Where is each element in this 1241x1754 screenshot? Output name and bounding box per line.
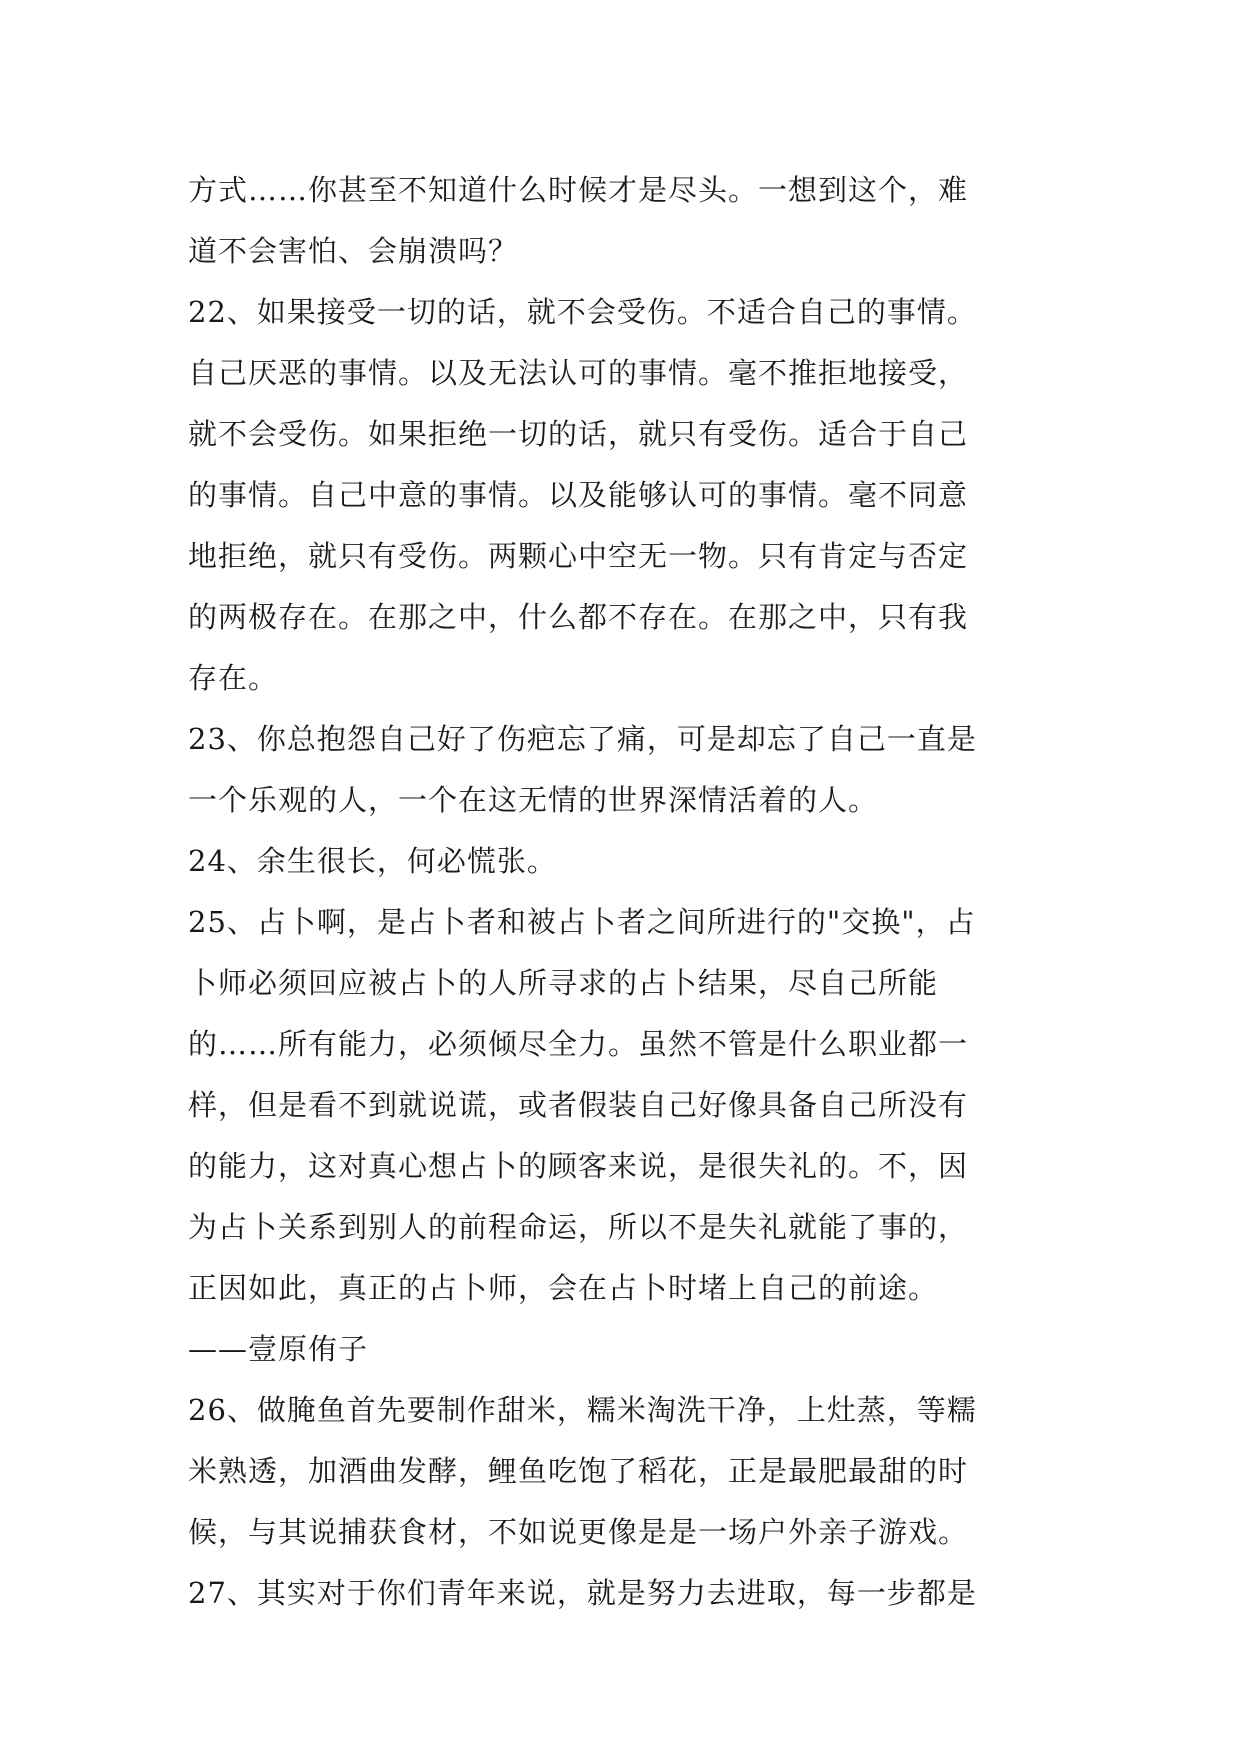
- text-line: 正因如此，真正的占卜师，会在占卜时堵上自己的前途。: [188, 1271, 939, 1305]
- text-line: 22、如果接受一切的话，就不会受伤。不适合自己的事情。: [188, 295, 977, 329]
- text-line: 存在。: [188, 661, 279, 695]
- text-line: 候，与其说捕获食材，不如说更像是是一场户外亲子游戏。: [188, 1515, 969, 1549]
- text-line: 方式……你甚至不知道什么时候才是尽头。一想到这个，难: [188, 173, 969, 207]
- text-line: 23、你总抱怨自己好了伤疤忘了痛，可是却忘了自己一直是: [188, 722, 977, 756]
- text-line: 的两极存在。在那之中，什么都不存在。在那之中，只有我: [188, 600, 969, 634]
- text-line: 自己厌恶的事情。以及无法认可的事情。毫不推拒地接受，: [188, 356, 969, 390]
- body-text: [188, 160, 1068, 1624]
- text-line: 米熟透，加酒曲发酵，鲤鱼吃饱了稻花，正是最肥最甜的时: [188, 1454, 969, 1488]
- text-line: 27、其实对于你们青年来说，就是努力去进取，每一步都是: [188, 1576, 977, 1610]
- text-line: 道不会害怕、会崩溃吗？: [188, 234, 519, 268]
- text-line: 样，但是看不到就说谎，或者假装自己好像具备自己所没有: [188, 1088, 969, 1122]
- text-line: ——壹原侑子: [188, 1332, 369, 1366]
- text-line: 24、余生很长，何必慌张。: [188, 844, 557, 878]
- text-line: 就不会受伤。如果拒绝一切的话，就只有受伤。适合于自己: [188, 417, 969, 451]
- text-line: 26、做腌鱼首先要制作甜米，糯米淘洗干净，上灶蒸，等糯: [188, 1393, 977, 1427]
- text-line: 的……所有能力，必须倾尽全力。虽然不管是什么职业都一: [188, 1027, 969, 1061]
- text-line: 卜师必须回应被占卜的人所寻求的占卜结果，尽自己所能: [188, 966, 939, 1000]
- text-line: 一个乐观的人，一个在这无情的世界深情活着的人。: [188, 783, 879, 817]
- text-line: 的能力，这对真心想占卜的顾客来说，是很失礼的。不，因: [188, 1149, 969, 1183]
- text-line: 为占卜关系到别人的前程命运，所以不是失礼就能了事的，: [188, 1210, 969, 1244]
- text-line: 的事情。自己中意的事情。以及能够认可的事情。毫不同意: [188, 478, 969, 512]
- text-line: 25、占卜啊，是占卜者和被占卜者之间所进行的"交换"，占: [188, 905, 976, 939]
- text-line: 地拒绝，就只有受伤。两颗心中空无一物。只有肯定与否定: [188, 539, 969, 573]
